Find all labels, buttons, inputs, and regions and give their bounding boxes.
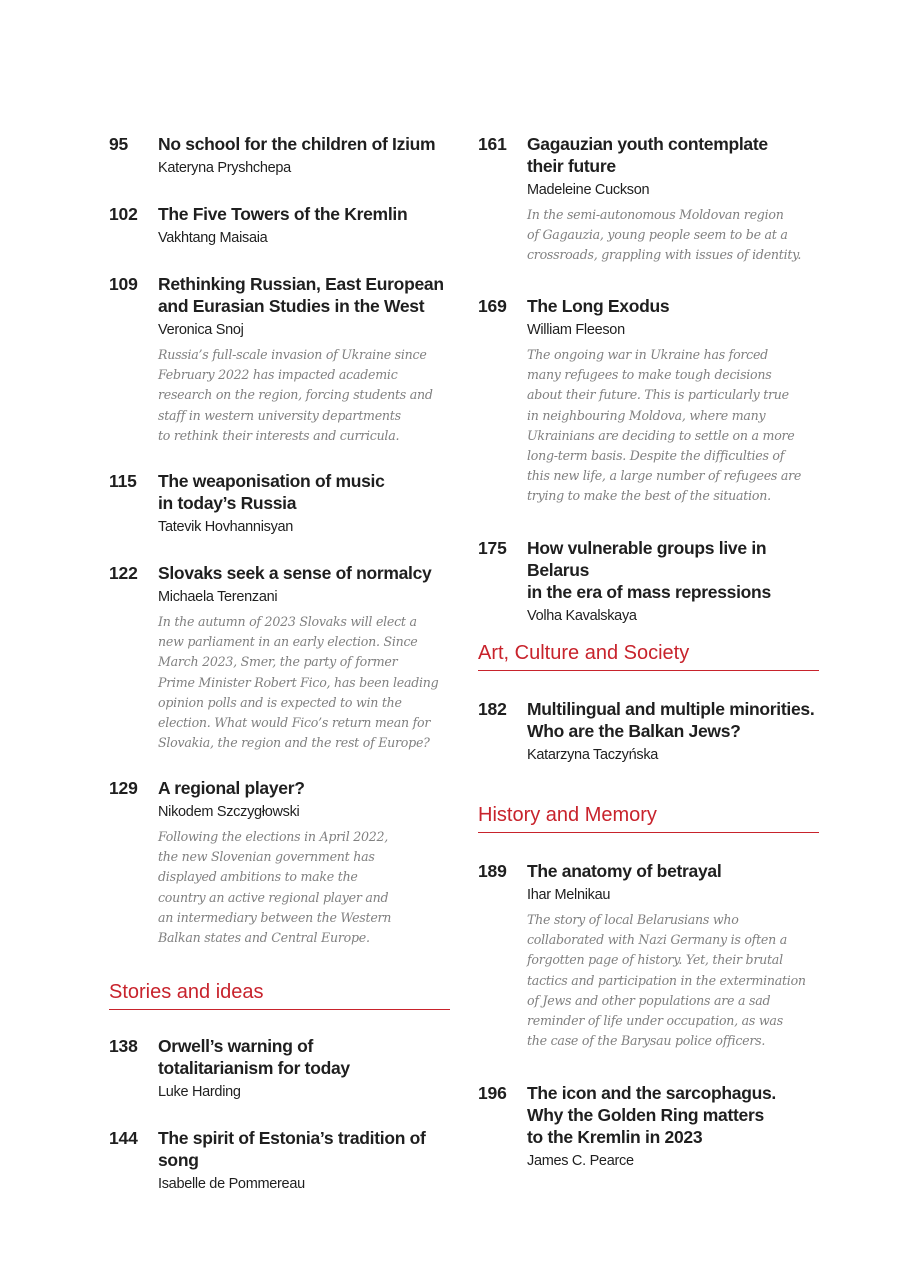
article-author: Kateryna Pryshchepa bbox=[158, 160, 291, 176]
article-title: Orwell’s warning of totalitarianism for today bbox=[158, 1036, 350, 1078]
article-description: The ongoing war in Ukraine has forced many refugees to make tough decisions about their future. This is particularly true in neighbouring Moldova, where many Ukrainians are deciding to settle on a more long-term basis. Despite the difficulties of this new life, a large number of refugees are trying to make the best of the situation. bbox=[527, 347, 802, 504]
page-number: 189 bbox=[478, 861, 507, 881]
article-description: In the autumn of 2023 Slovaks will elect a new parliament in an early election. Since March 2023, Smer, the party of former Prime Minister Robert Fico, has been leading opinion polls and is expected to win the election. What would Fico’s return mean for Slovakia, the region and the rest of Europe? bbox=[158, 614, 439, 751]
article-title: The weaponisation of music in today’s Russia bbox=[158, 471, 385, 513]
article-description: In the semi-autonomous Moldovan region of Gagauzia, young people seem to be at a crossroads, grappling with issues of identity. bbox=[527, 207, 802, 263]
section-heading-text: Stories and ideas bbox=[109, 981, 264, 1003]
page-number: 138 bbox=[109, 1036, 138, 1056]
article-author: Tatevik Hovhannisyan bbox=[158, 519, 294, 535]
article-author: Isabelle de Pommereau bbox=[158, 1176, 305, 1192]
article-description: Russia’s full-scale invasion of Ukraine since February 2022 has impacted academic research on the region, forcing students and staff in western university departments to rethink their interests and curricula. bbox=[158, 347, 433, 443]
page-number: 115 bbox=[109, 471, 137, 491]
article-title: Gagauzian youth contemplate their future bbox=[527, 134, 768, 176]
section-heading-history-and-memory bbox=[478, 803, 819, 833]
article-description: Following the elections in April 2022, the new Slovenian government has displayed ambitions to make the country an active regional player and an intermediary between the Western Balkan states and Central Europe. bbox=[158, 829, 392, 946]
article-author: Vakhtang Maisaia bbox=[158, 230, 268, 246]
article-description: The story of local Belarusians who collaborated with Nazi Germany is often a forgotten page of history. Yet, their brutal tactics and participation in the extermination of Jews and other populations are a sad reminder of life under occupation, as was the case of the Barysau police officers. bbox=[527, 912, 806, 1049]
section-heading-text: Art, Culture and Society bbox=[478, 642, 690, 664]
page-number: 169 bbox=[478, 296, 507, 316]
article-author: Volha Kavalskaya bbox=[527, 608, 637, 624]
article-author: William Fleeson bbox=[527, 322, 625, 338]
page-number: 161 bbox=[478, 134, 507, 154]
article-title: The anatomy of betrayal bbox=[527, 861, 722, 881]
article-title: The icon and the sarcophagus. Why the Golden Ring matters to the Kremlin in 2023 bbox=[527, 1083, 776, 1147]
page-number: 122 bbox=[109, 563, 138, 583]
article-author: Katarzyna Taczyńska bbox=[527, 747, 659, 763]
page-number: 102 bbox=[109, 204, 138, 224]
article-author: Luke Harding bbox=[158, 1084, 241, 1100]
article-title: How vulnerable groups live in Belarus in the era of mass repressions bbox=[527, 538, 771, 602]
article-title: The Five Towers of the Kremlin bbox=[158, 204, 408, 224]
article-title: Rethinking Russian, East European and Eurasian Studies in the West bbox=[158, 274, 444, 316]
page-number: 95 bbox=[109, 134, 129, 154]
article-title: The Long Exodus bbox=[527, 296, 670, 316]
article-title: Multilingual and multiple minorities. Who are the Balkan Jews? bbox=[527, 699, 815, 741]
section-heading-text: History and Memory bbox=[478, 804, 657, 826]
article-author: Nikodem Szczygłowski bbox=[158, 804, 300, 820]
page-number: 196 bbox=[478, 1083, 507, 1103]
article-author: James C. Pearce bbox=[527, 1153, 634, 1169]
article-author: Ihar Melnikau bbox=[527, 887, 611, 903]
page-number: 129 bbox=[109, 778, 138, 798]
page-number: 182 bbox=[478, 699, 507, 719]
section-heading-art-culture-society bbox=[478, 641, 819, 671]
page-number: 109 bbox=[109, 274, 138, 294]
page-number: 175 bbox=[478, 538, 507, 558]
page-number: 144 bbox=[109, 1128, 138, 1148]
article-title: A regional player? bbox=[158, 778, 305, 798]
section-heading-stories-and-ideas bbox=[109, 980, 450, 1010]
article-author: Madeleine Cuckson bbox=[527, 182, 650, 198]
article-author: Michaela Terenzani bbox=[158, 589, 278, 605]
article-author: Veronica Snoj bbox=[158, 322, 244, 338]
article-title: Slovaks seek a sense of normalcy bbox=[158, 563, 432, 583]
article-title: No school for the children of Izium bbox=[158, 134, 436, 154]
article-title: The spirit of Estonia’s tradition of song bbox=[158, 1128, 426, 1170]
